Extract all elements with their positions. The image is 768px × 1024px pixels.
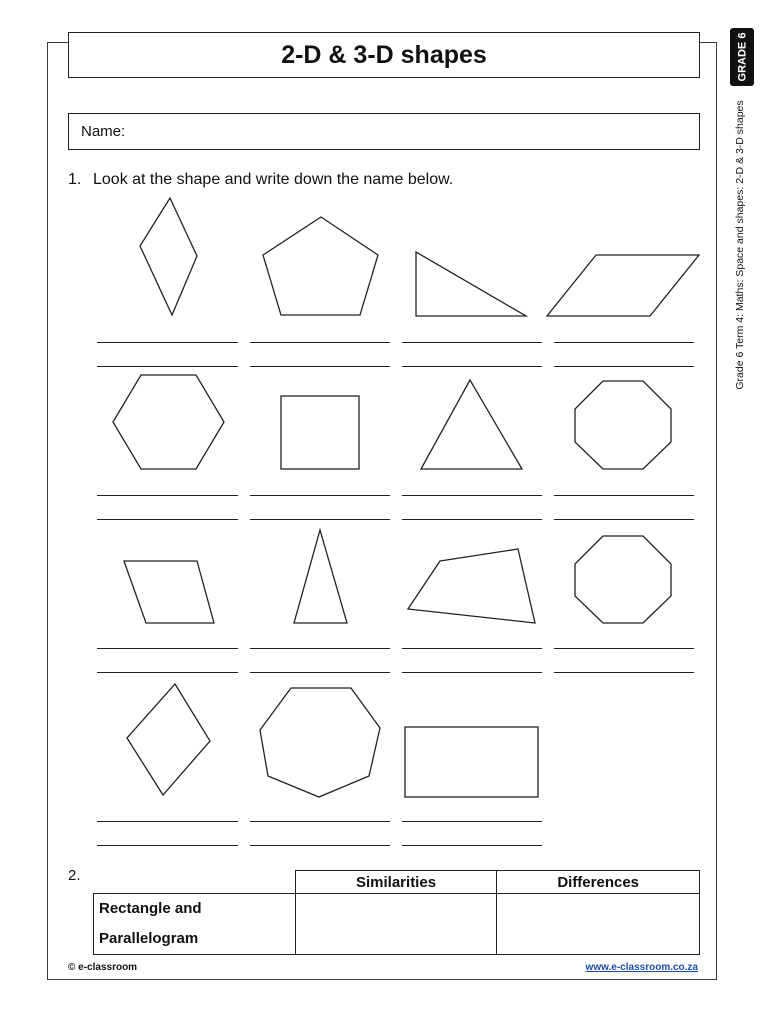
answer-line[interactable] bbox=[402, 495, 542, 496]
footer-website-link[interactable]: www.e-classroom.co.za bbox=[585, 962, 698, 973]
shape-rhombus bbox=[127, 684, 210, 795]
answer-line[interactable] bbox=[402, 648, 542, 649]
row-label-cell bbox=[94, 894, 296, 955]
answer-line[interactable] bbox=[97, 495, 238, 496]
shape-pentagon bbox=[263, 217, 378, 315]
answer-line[interactable] bbox=[97, 342, 238, 343]
answer-line[interactable] bbox=[554, 672, 694, 673]
row-label-line2: Parallelogram bbox=[99, 930, 199, 947]
answer-line[interactable] bbox=[97, 519, 238, 520]
answer-line[interactable] bbox=[402, 342, 542, 343]
answer-line[interactable] bbox=[250, 845, 390, 846]
shape-isosceles-triangle bbox=[294, 530, 347, 623]
question-2-number: 2. bbox=[68, 867, 81, 884]
answer-line[interactable] bbox=[250, 648, 390, 649]
shape-octagon bbox=[575, 381, 671, 469]
similarities-cell[interactable] bbox=[295, 894, 497, 955]
differences-cell[interactable] bbox=[497, 894, 700, 955]
grade-tab-label: GRADE 6 bbox=[736, 32, 748, 82]
table-header-blank bbox=[94, 871, 296, 894]
footer-copyright: © e-classroom bbox=[68, 962, 138, 973]
side-caption-text: Grade 6 Term 4: Maths: Space and shapes: 2-D & 3-D shapes bbox=[734, 100, 746, 390]
question-1-number: 1. bbox=[68, 171, 82, 188]
shape-heptagon bbox=[260, 688, 380, 797]
answer-line[interactable] bbox=[402, 519, 542, 520]
answer-line[interactable] bbox=[250, 821, 390, 822]
shape-hexagon bbox=[113, 375, 224, 469]
answer-line[interactable] bbox=[402, 366, 542, 367]
answer-line[interactable] bbox=[97, 648, 238, 649]
answer-line[interactable] bbox=[250, 519, 390, 520]
answer-line[interactable] bbox=[402, 845, 542, 846]
answer-line[interactable] bbox=[97, 845, 238, 846]
answer-line[interactable] bbox=[554, 495, 694, 496]
shape-rectangle bbox=[405, 727, 538, 797]
page-title: 2-D & 3-D shapes bbox=[68, 32, 700, 78]
answer-line[interactable] bbox=[250, 672, 390, 673]
shape-square bbox=[281, 396, 359, 469]
shape-irregular-quadrilateral bbox=[408, 549, 535, 623]
answer-line[interactable] bbox=[554, 342, 694, 343]
answer-line[interactable] bbox=[250, 342, 390, 343]
row-label-line1: Rectangle and bbox=[99, 900, 202, 917]
answer-line[interactable] bbox=[97, 821, 238, 822]
answer-line[interactable] bbox=[402, 672, 542, 673]
question-1-text: Look at the shape and write down the name below. bbox=[93, 171, 454, 188]
shape-right-triangle bbox=[416, 252, 526, 316]
shape-triangle bbox=[421, 380, 522, 469]
answer-line[interactable] bbox=[250, 366, 390, 367]
name-label: Name: bbox=[81, 123, 126, 140]
answer-line[interactable] bbox=[250, 495, 390, 496]
table-header-row bbox=[94, 871, 700, 894]
shape-parallelogram-small bbox=[124, 561, 214, 623]
table-header-similarities: Similarities bbox=[295, 871, 497, 894]
answer-line[interactable] bbox=[402, 821, 542, 822]
answer-line[interactable] bbox=[554, 519, 694, 520]
table-header-differences: Differences bbox=[497, 871, 700, 894]
answer-line[interactable] bbox=[97, 366, 238, 367]
answer-line[interactable] bbox=[554, 648, 694, 649]
table-row bbox=[94, 894, 700, 955]
shape-parallelogram bbox=[547, 255, 699, 316]
comparison-table bbox=[93, 870, 700, 955]
shape-octagon-2 bbox=[575, 536, 671, 623]
answer-line[interactable] bbox=[97, 672, 238, 673]
answer-line[interactable] bbox=[554, 366, 694, 367]
shape-rhombus-tall bbox=[140, 198, 197, 315]
